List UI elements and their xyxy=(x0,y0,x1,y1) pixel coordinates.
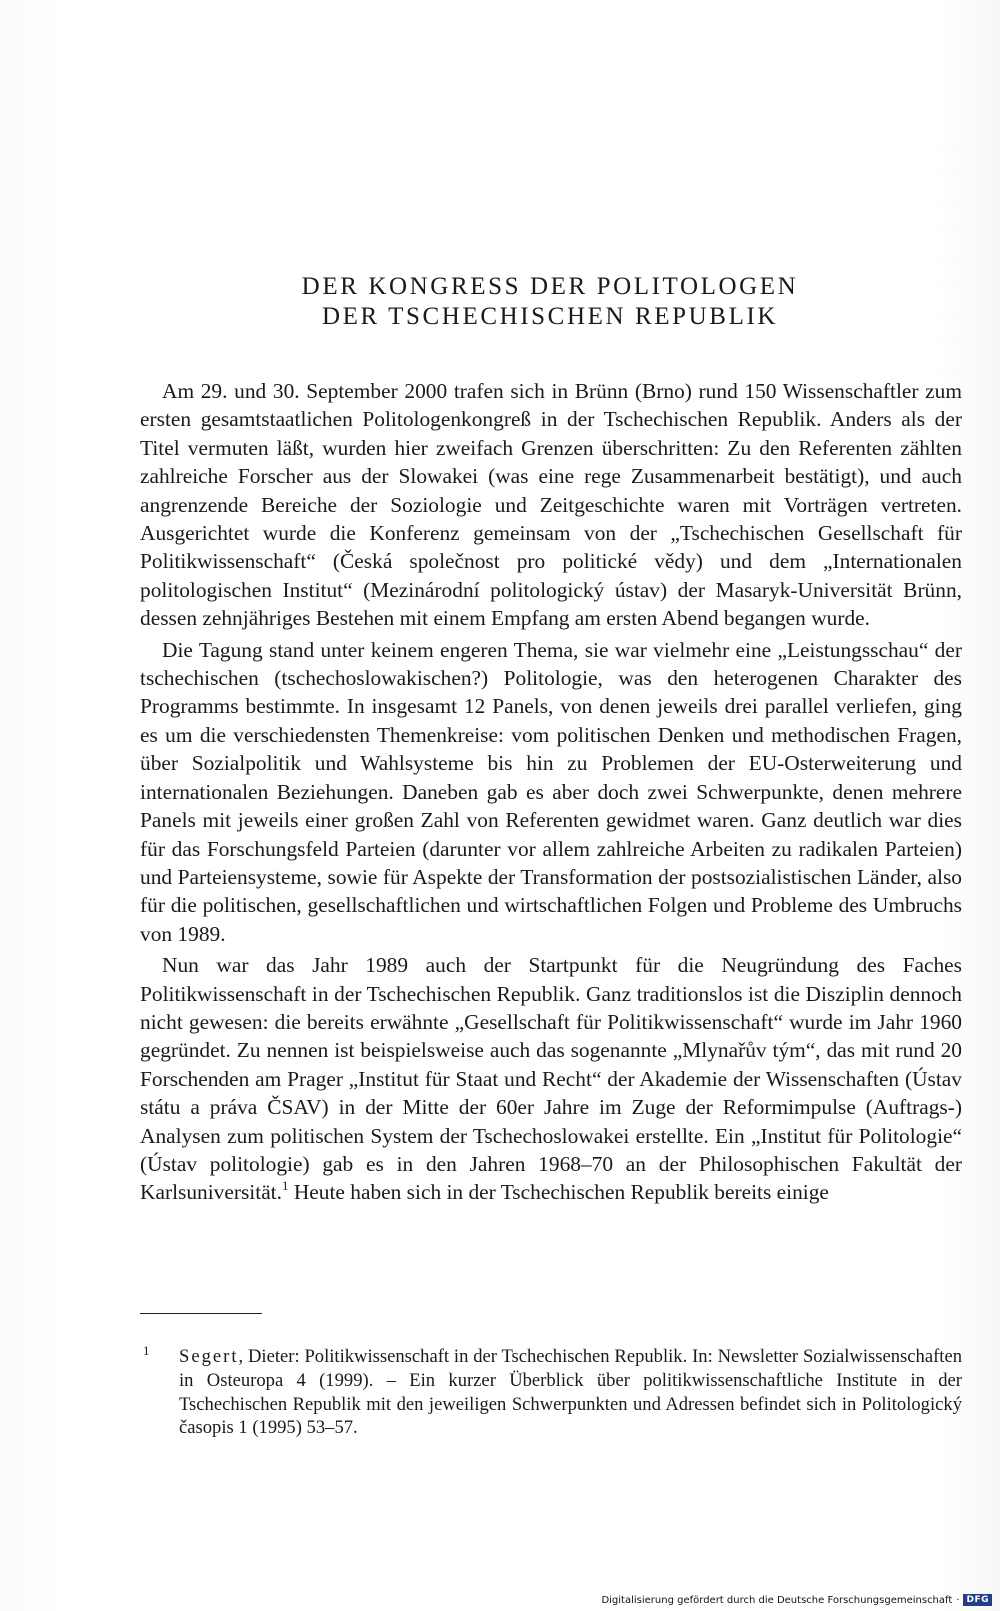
paragraph-3 xyxy=(140,951,962,1207)
article-body xyxy=(140,377,962,1210)
bleed-through-marks xyxy=(380,120,970,400)
footnote-separator xyxy=(140,1313,262,1314)
article-heading xyxy=(150,272,950,332)
heading-line-2: DER TSCHECHISCHEN REPUBLIK xyxy=(321,303,779,330)
funding-notice xyxy=(601,1594,992,1606)
footnote-number: 1 xyxy=(143,1343,150,1358)
heading-line-1: DER KONGRESS DER POLITOLOGEN xyxy=(301,273,799,300)
footnote xyxy=(140,1345,962,1440)
dfg-separator: · xyxy=(956,1594,960,1606)
dfg-logo: DFG xyxy=(963,1594,992,1606)
funding-notice-text: Digitalisierung gefördert durch die Deutsche Forschungsgemeinschaft xyxy=(601,1594,953,1606)
footnote-author: Segert xyxy=(179,1346,239,1367)
footnote-text: , Dieter: Politikwissenschaft in der Tschechischen Republik. In: Newsletter Sozialwissenschaften in Osteuropa 4 (1999). – Ein kurzer Überblick über politikwissenschaftliche Institute in der Tschechischen Republik mit den jeweiligen Schwerpunkten und Adressen befindet sich in Politologický časopis 1 (1995) 53–57. xyxy=(179,1346,962,1439)
footnote-reference[interactable]: 1 xyxy=(281,1178,289,1194)
paragraph-3-text: Nun war das Jahr 1989 auch der Startpunkt für die Neugründung des Faches Politikwissenschaft in der Tschechischen Republik. Ganz traditionslos ist die Disziplin dennoch nicht gewesen: die bereits erwähnte „Gesellschaft für Politikwissenschaft“ wurde im Jahr 1960 gegründet. Zu nennen ist beispielsweise auch das sogenannte „Mlynařův tým“, das mit rund 20 Forschenden am Prager „Institut für Staat und Recht“ der Akademie der Wissenschaften (Ústav státu a práva ČSAV) in der Mitte der 60er Jahre im Zuge der Reformimpulse (Auftrags-) Analysen zum politischen System der Tschechoslowakei erstellte. Ein „Institut für Politologie“ (Ústav politologie) gab es in den Jahren 1968–70 an der Philosophischen Fakultät der Karlsuniversität. xyxy=(140,953,962,1205)
paragraph-3-continuation: Heute haben sich in der Tschechischen Republik bereits einige xyxy=(288,1180,829,1205)
paragraph-2: Die Tagung stand unter keinem engeren Thema, sie war vielmehr eine „Leistungsschau“ der tschechischen (tschechoslowakischen?) Politologie, was den heterogenen Charakter des Programms bestimmte. In insgesamt 12 Panels, von denen jeweils drei parallel verliefen, ging es um die verschiedensten Themenkreise: vom politischen Denken und methodischen Fragen, über Sozialpolitik und Wahlsysteme bis hin zu Problemen der EU-Osterweiterung und internationalen Beziehungen. Daneben gab es aber doch zwei Schwerpunkte, denen mehrere Panels mit jeweils einer großen Zahl von Referenten gewidmet waren. Ganz deutlich war dies für das Forschungsfeld Parteien (darunter vor allem zahlreiche Arbeiten zu radikalen Parteien) und Parteiensysteme, sowie für Aspekte der Transformation der postsozialistischen Länder, also für die politischen, gesellschaftlichen und wirtschaftlichen Folgen und Probleme des Umbruchs von 1989. xyxy=(140,637,962,946)
footnote-body xyxy=(179,1345,962,1440)
paragraph-1: Am 29. und 30. September 2000 trafen sich in Brünn (Brno) rund 150 Wissenschaftler zum ersten gesamtstaatlichen Politologenkongreß in der Tschechischen Republik. Anders als der Titel vermuten läßt, wurden hier zweifach Grenzen überschritten: Zu den Referenten zählten zahlreiche Forscher aus der Slowakei (was eine rege Zusammenarbeit bestätigt), und auch angrenzende Bereiche der Soziologie und Zeitgeschichte waren mit Vorträgen vertreten. Ausgerichtet wurde die Konferenz gemeinsam von der „Tschechischen Gesellschaft für Politikwissenschaft“ (Česká společnost pro politické vědy) und dem „Internationalen politologischen Institut“ (Mezinárodní politologický ústav) der Masaryk-Universität Brünn, dessen zehnjähriges Bestehen mit einem Empfang am ersten Abend begangen wurde. xyxy=(140,379,962,631)
